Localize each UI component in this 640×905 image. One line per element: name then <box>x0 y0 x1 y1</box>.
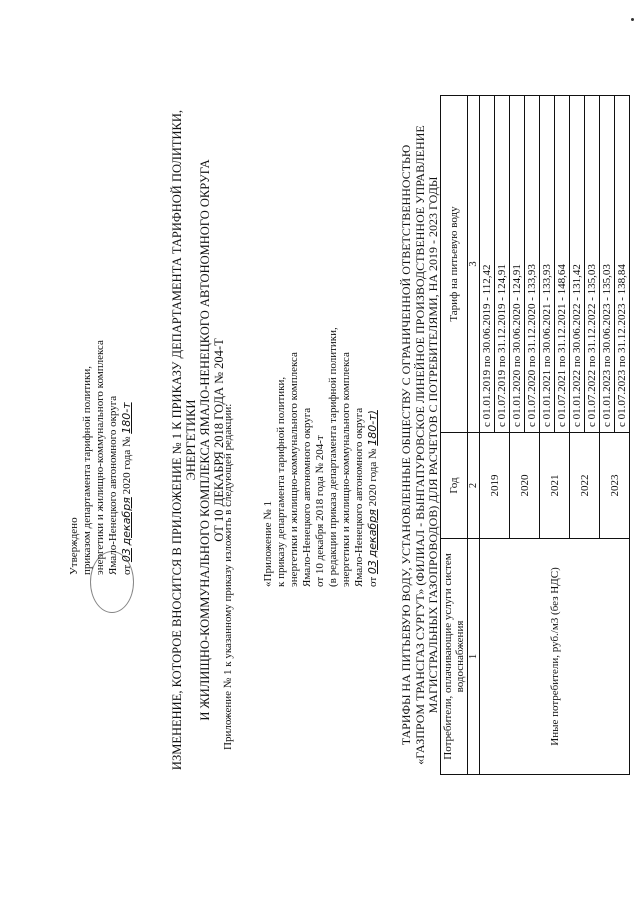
tariff-cell: с 01.07.2020 по 31.12.2020 - 133,93 <box>525 96 540 433</box>
date-year: 2020 года № <box>121 436 133 495</box>
tariff-cell: с 01.01.2023 по 30.06.2023 - 135,03 <box>600 96 615 433</box>
tariff-cell: с 01.07.2023 по 31.12.2023 - 138,84 <box>615 96 630 433</box>
tariff-table <box>440 95 630 775</box>
heading-line: И ЖИЛИЩНО-КОММУНАЛЬНОГО КОМПЛЕКСА ЯМАЛО-НЕНЕЦКОГО АВТОНОМНОГО ОКРУГА <box>198 159 212 721</box>
annex-line: от 10 декабря 2018 года № 204-т <box>314 435 326 587</box>
annex-line: к приказу департамента тарифной политики, <box>275 376 287 587</box>
tariff-cell: с 01.01.2021 по 30.06.2021 - 133,93 <box>540 96 555 433</box>
tariff-cell: с 01.07.2021 по 31.12.2021 - 148,64 <box>555 96 570 433</box>
annex-date <box>366 257 380 587</box>
year-cell: 2023 <box>600 433 630 539</box>
annex-line: Ямало-Ненецкого автономного округа <box>353 407 365 587</box>
tariff-cell: с 01.07.2019 по 31.12.2019 - 124,91 <box>495 96 510 433</box>
year-cell: 2021 <box>540 433 570 539</box>
tariff-cell: с 01.01.2020 по 30.06.2020 - 124,91 <box>510 96 525 433</box>
annex-line: энергетики и жилищно-коммунального комплекса <box>288 352 300 587</box>
order-number: 180-т <box>120 402 133 434</box>
approval-line: Утверждено <box>68 517 80 575</box>
date-month: декабря <box>120 497 133 546</box>
tariff-title <box>400 115 441 775</box>
header-tariff: Тариф на питьевую воду <box>441 96 468 433</box>
year-cell: 2020 <box>510 433 540 539</box>
heading-line: ИЗМЕНЕНИЕ, КОТОРОЕ ВНОСИТСЯ В ПРИЛОЖЕНИЕ № 1 К ПРИКАЗУ ДЕПАРТАМЕНТА ТАРИФНОЙ ПОЛИТИКИ, ЭНЕРГЕТИКИ <box>170 109 198 771</box>
tariff-cell: с 01.07.2022 по 31.12.2022 - 135,03 <box>585 96 600 433</box>
approval-line: приказом департамента тарифной политики, <box>81 366 93 575</box>
date-prefix: от <box>121 564 133 575</box>
year-cell: 2022 <box>570 433 600 539</box>
header-consumers: Потребители, оплачивающие услуги систем водоснабжения <box>441 539 468 775</box>
table-row <box>480 96 495 775</box>
annex-line: (в редакции приказа департамента тарифной политики, <box>327 327 339 587</box>
header-year: Год <box>441 433 468 539</box>
date-day: 03 <box>366 560 379 575</box>
document-heading <box>170 95 226 785</box>
approval-date <box>120 245 134 575</box>
date-prefix: от <box>367 576 379 587</box>
tariff-cell: с 01.01.2019 по 30.06.2019 - 112,42 <box>480 96 495 433</box>
order-number: 180-т) <box>366 410 379 446</box>
column-number: 3 <box>468 96 480 433</box>
table-header-row <box>441 96 468 775</box>
date-day: 03 <box>120 548 133 563</box>
table-number-row <box>468 96 480 775</box>
annex-line: «Приложение № 1 <box>262 500 274 587</box>
date-year: 2020 года № <box>367 448 379 507</box>
tariff-cell: с 01.01.2022 по 30.06.2022 - 131,42 <box>570 96 585 433</box>
date-month: декабря <box>366 509 379 558</box>
year-cell: 2019 <box>480 433 510 539</box>
column-number: 2 <box>468 433 480 539</box>
annex-line: энергетики и жилищно-коммунального комплекса <box>340 352 352 587</box>
tariff-title-line: ТАРИФЫ НА ПИТЬЕВУЮ ВОДУ, УСТАНОВЛЕННЫЕ ОБЩЕСТВУ С ОГРАНИЧЕННОЙ ОТВЕТСТВЕННОСТЬЮ <box>399 144 413 746</box>
annex-line: Ямало-Ненецкого автономного округа <box>301 407 313 587</box>
approval-block <box>68 245 134 575</box>
consumer-cell: Иные потребители, руб./м3 (без НДС) <box>480 539 630 775</box>
tariff-title-line: «ГАЗПРОМ ТРАНСГАЗ СУРГУТ» (ФИЛИАЛ - ВЫНГАПУРОВСКОЕ ЛИНЕЙНОЕ ПРОИЗВОДСТВЕННОЕ УПРАВЛЕНИЕ <box>412 125 427 765</box>
approval-line: Ямало-Ненецкого автономного округа <box>107 395 119 575</box>
intro-text: Приложение № 1 к указанному приказу изложить в следующей редакции: <box>222 403 234 750</box>
scan-speck <box>631 18 634 21</box>
heading-line: ОТ 10 ДЕКАБРЯ 2018 ГОДА № 204-Т <box>212 338 226 542</box>
annex-block <box>262 257 380 587</box>
approval-line: энергетики и жилищно-коммунального комплекса <box>94 340 106 575</box>
tariff-title-line: МАГИСТРАЛЬНЫХ ГАЗОПРОВОДОВ) ДЛЯ РАСЧЕТОВ С ПОТРЕБИТЕЛЯМИ, НА 2019 - 2023 ГОДЫ <box>426 176 440 714</box>
column-number: 1 <box>468 539 480 775</box>
